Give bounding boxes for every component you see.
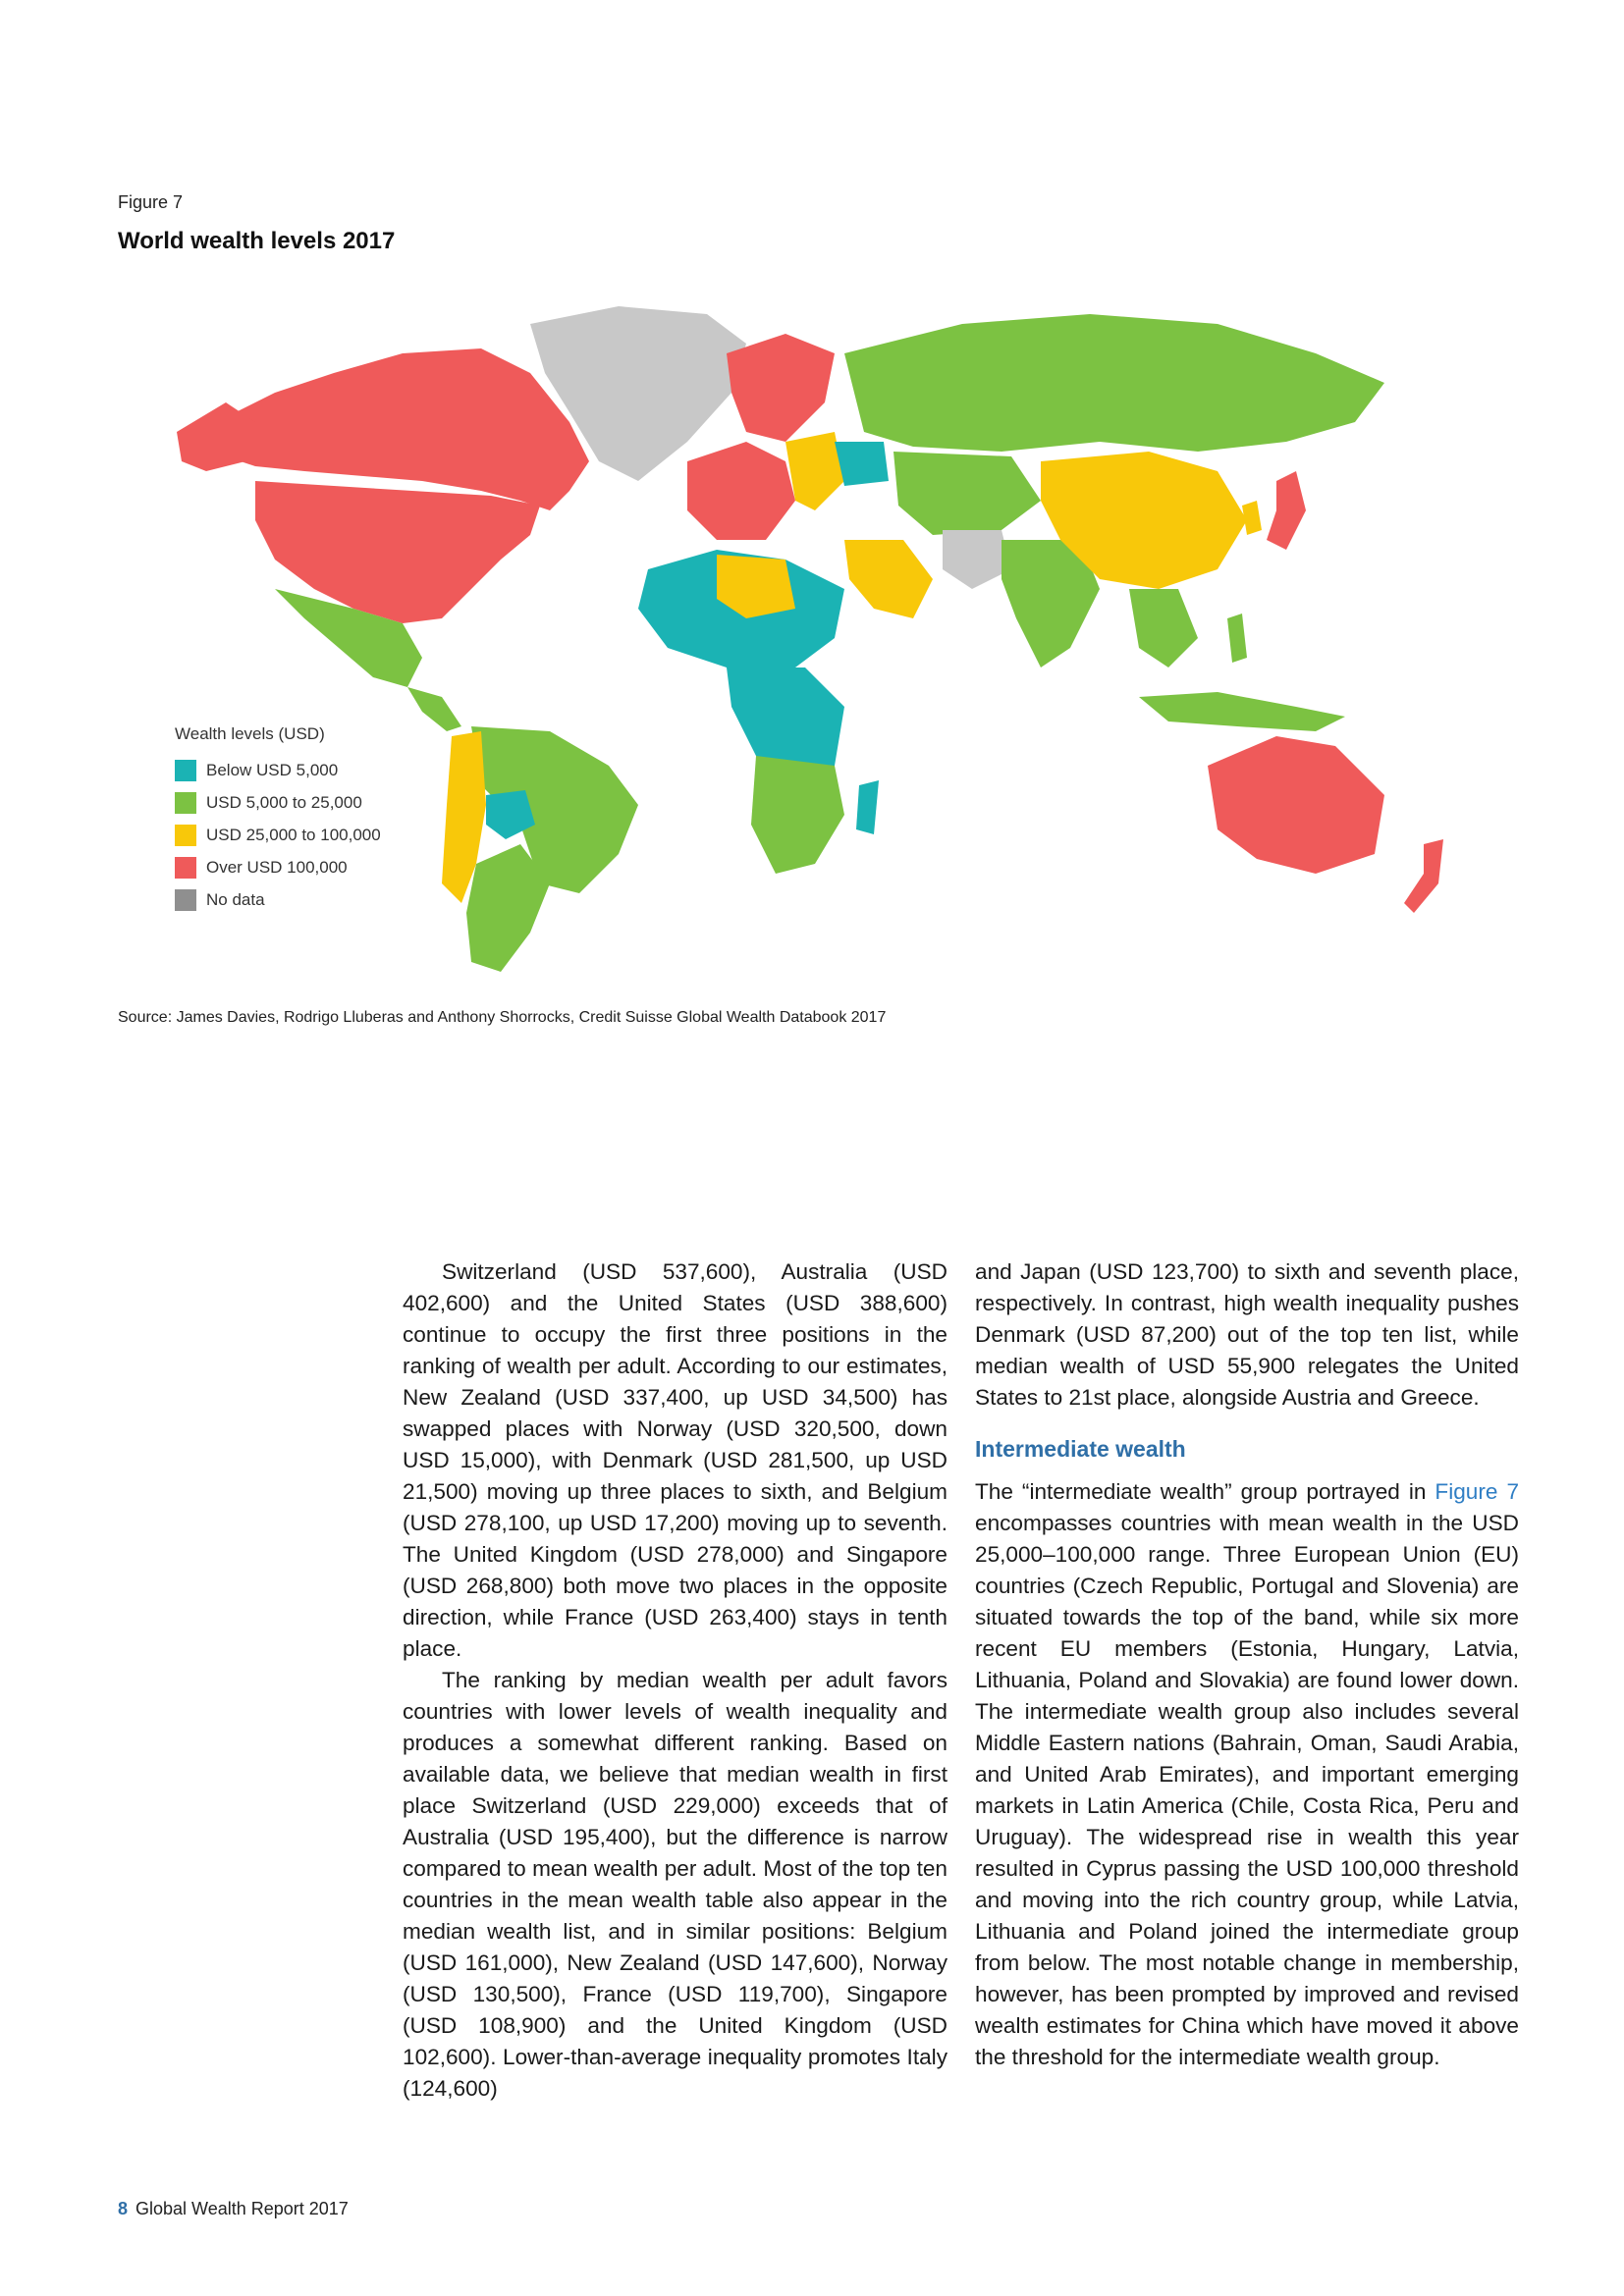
paragraph-text: encompasses countries with mean wealth in the USD 25,000–100,000 range. Three European Union (EU) countries (Czech Republic, Portugal and Slovenia) are situated towards the top of the band, while six more recent EU members (Estonia, Hungary, Latvia, Lithuania, Poland and Slovakia) are found lower down. The intermediate wealth group also includes several Middle Eastern nations (Bahrain, Oman, Saudi Arabia, and United Arab Emirates), and important emerging markets in Latin America (Chile, Costa Rica, Peru and Uruguay). The widespread rise in wealth this year resulted in Cyprus passing the USD 100,000 threshold and moving into the rich country group, while Latvia, Lithuania and Poland joined the intermediate group from below. The most notable change in membership, however, has been prompted by improved and revised wealth estimates for China which have moved it above the threshold for the intermediate wealth group. bbox=[975, 1511, 1519, 2069]
map-region-japan bbox=[1267, 471, 1306, 550]
figure-title: World wealth levels 2017 bbox=[118, 228, 396, 254]
map-region-central-america bbox=[407, 687, 461, 731]
map-region-madagascar bbox=[856, 780, 879, 834]
legend-swatch bbox=[175, 825, 196, 846]
body-paragraph: The ranking by median wealth per adult favors countries with lower levels of wealth inequality and produces a somewhat different ranking. Based on available data, we believe that median wealth in first place Switzerland (USD 229,000) exceeds that of Australia (USD 195,400), but the difference is narrow compared to mean wealth per adult. Most of the top ten countries in the mean wealth table also appear in the median wealth list, and in similar positions: Belgium (USD 161,000), New Zealand (USD 147,600), Norway (USD 130,500), France (USD 119,700), Singapore (USD 108,900) and the United Kingdom (USD 102,600). Lower-than-average inequality promotes Italy (124,600) bbox=[403, 1668, 947, 2101]
map-region-southern-africa bbox=[751, 756, 844, 874]
map-region-philippines bbox=[1227, 614, 1247, 663]
map-region-southeast-asia bbox=[1129, 589, 1198, 667]
map-region-scandinavia bbox=[727, 334, 835, 442]
map-region-iran bbox=[943, 530, 1011, 589]
map-region-central-asia bbox=[893, 452, 1041, 535]
legend-label: No data bbox=[206, 889, 265, 909]
page-number: 8 bbox=[118, 2199, 129, 2218]
map-region-indonesia bbox=[1139, 692, 1345, 731]
map-region-russia bbox=[844, 314, 1384, 452]
figure-label: Figure 7 bbox=[118, 192, 184, 212]
legend-item-over-100000 bbox=[175, 851, 381, 883]
map-region-korea bbox=[1242, 501, 1262, 535]
legend-item-25000-100000 bbox=[175, 819, 381, 851]
legend-item-5000-25000 bbox=[175, 786, 381, 819]
body-column-right bbox=[975, 1256, 1519, 2073]
legend-swatch bbox=[175, 792, 196, 814]
body-paragraph bbox=[975, 1476, 1519, 2073]
paragraph-text: The “intermediate wealth” group portrayed in bbox=[975, 1479, 1435, 1504]
legend-label: Below USD 5,000 bbox=[206, 760, 339, 779]
section-heading: Intermediate wealth bbox=[975, 1436, 1186, 1462]
map-region-new-zealand bbox=[1404, 839, 1443, 913]
legend-item-no-data bbox=[175, 883, 381, 916]
map-legend bbox=[175, 724, 381, 916]
map-region-western-europe bbox=[687, 442, 795, 540]
footer-title: Global Wealth Report 2017 bbox=[135, 2199, 349, 2218]
body-paragraph: and Japan (USD 123,700) to sixth and seventh place, respectively. In contrast, high wealth inequality pushes Denmark (USD 87,200) out of the top ten list, while median wealth of USD 55,900 relegates the United States to 21st place, alongside Austria and Greece. bbox=[975, 1259, 1519, 1410]
figure-source: Source: James Davies, Rodrigo Lluberas and Anthony Shorrocks, Credit Suisse Global Wealth Databook 2017 bbox=[118, 1009, 887, 1026]
legend-item-below-5000 bbox=[175, 754, 381, 786]
legend-label: Over USD 100,000 bbox=[206, 857, 348, 877]
legend-swatch bbox=[175, 760, 196, 781]
body-paragraph: Switzerland (USD 537,600), Australia (USD 402,600) and the United States (USD 388,600) continue to occupy the first three positions in the ranking of wealth per adult. According to our estimates, New Zealand (USD 337,400, up USD 34,500) has swapped places with Norway (USD 320,500, down USD 15,000), with Denmark (USD 281,500, up USD 21,500) moving up three places to sixth, and Belgium (USD 278,100, up USD 17,200) moving up to seventh. The United Kingdom (USD 278,000) and Singapore (USD 268,800) both move two places in the opposite direction, while France (USD 263,400) stays in tenth place. bbox=[403, 1259, 947, 1661]
legend-swatch bbox=[175, 889, 196, 911]
legend-title: Wealth levels (USD) bbox=[175, 724, 325, 743]
body-column-left bbox=[403, 1256, 947, 2105]
legend-label: USD 25,000 to 100,000 bbox=[206, 825, 381, 844]
map-region-australia bbox=[1208, 736, 1384, 874]
legend-label: USD 5,000 to 25,000 bbox=[206, 792, 362, 812]
legend-swatch bbox=[175, 857, 196, 879]
figure-7-link[interactable]: Figure 7 bbox=[1435, 1479, 1520, 1504]
map-region-middle-east bbox=[844, 540, 933, 618]
page-footer bbox=[118, 2199, 349, 2219]
